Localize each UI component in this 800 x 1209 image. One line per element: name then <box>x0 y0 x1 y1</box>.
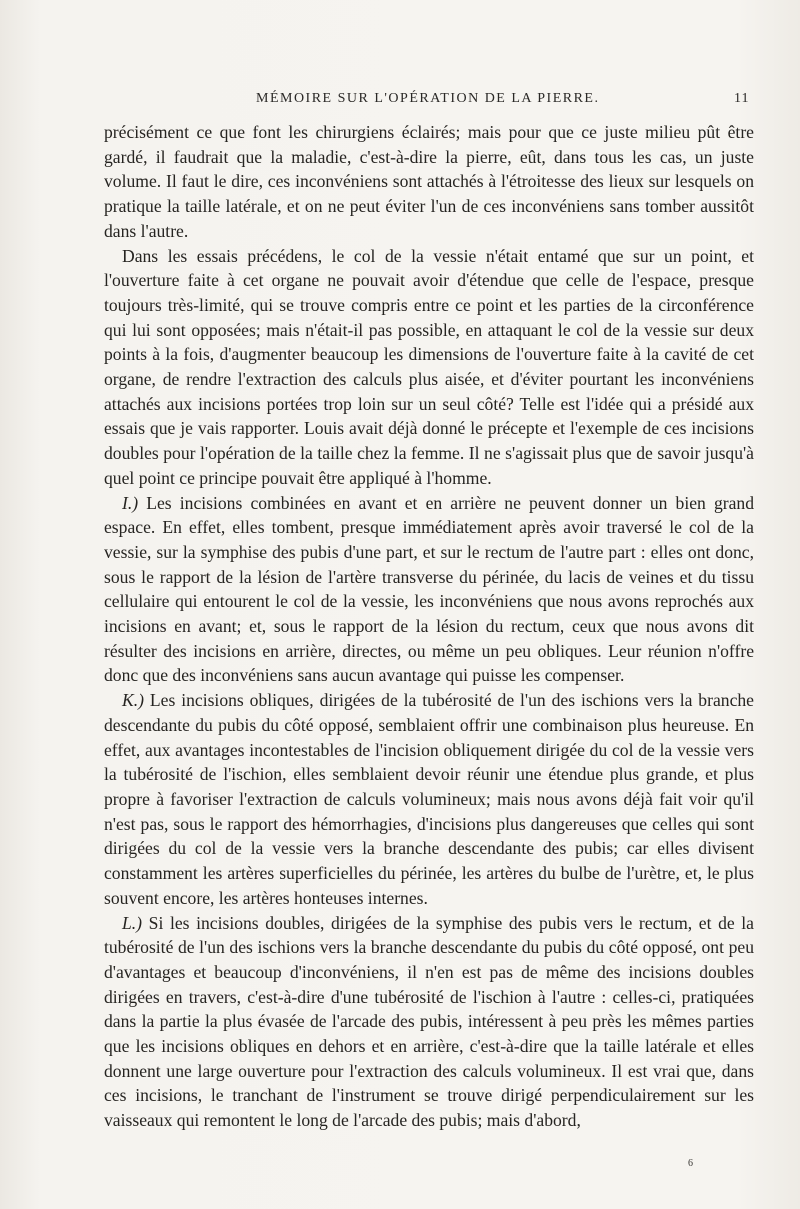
paragraph-text: Si les incisions doubles, dirigées de la symphise des pubis vers le rectum, et de la tubérosité de l'un des ischions vers la branche descendante du pubis du côté opposé, ont peu d'avantages et beaucoup d'inconvéniens, il n'en est pas de même des incisions doubles dirigées en travers, c'est-à-dire d'une tubérosité de l'ischion à l'autre : celles-ci, pratiquées dans la partie la plus évasée de l'arcade des pubis, intéressent à peu près les mêmes parties que les incisions obliques en dehors et en arrière, c'est-à-dire que la taille latérale et elles donnent une large ouverture pour l'extraction des calculs volumineux. Il est vrai que, dans ces incisions, le tranchant de l'instrument se trouve dirigé perpendiculairement sur les vaisseaux qui remontent le long de l'arcade des pubis; mais d'abord, <box>104 912 754 1131</box>
paragraph-text: Dans les essais précédens, le col de la vessie n'était entamé que sur un point, et l'ouverture faite à cet organe ne pouvait avoir d'étendue que celle de l'espace, presque toujours très-limité, qui se trouve compris entre ce point et les parties de la circonférence qui lui sont opposées; mais n'était-il pas possible, en attaquant le col de la vessie sur deux points à la fois, d'augmenter beaucoup les dimensions de l'ouverture faite à la cavité de cet organe, de rendre l'extraction des calculs plus aisée, et d'éviter pourtant les inconvéniens attachés aux incisions portées trop loin sur un seul côté? Telle est l'idée qui a présidé aux essais que je vais rapporter. Louis avait déjà donné le précepte et l'exemple de ces incisions doubles pour l'opération de la taille chez la femme. Il ne s'agissait plus que de savoir jusqu'à quel point ce principe pouvait être appliqué à l'homme. <box>104 245 754 488</box>
signature-mark: 6 <box>688 1158 693 1169</box>
paragraph-section-l <box>104 911 754 1133</box>
running-head <box>0 91 800 111</box>
paragraph-section-i <box>104 491 754 689</box>
paragraph-text: précisément ce que font les chirurgiens éclairés; mais pour que ce juste milieu pût être gardé, il faudrait que la maladie, c'est-à-dire la pierre, eût, dans tous les cas, un juste volume. Il faut le dire, ces inconvéniens sont attachés à l'étroitesse des lieux sur lesquels on pratique la taille latérale, et on ne peut éviter l'un de ces inconvéniens sans tomber aussitôt dans l'autre. <box>104 122 754 241</box>
paragraph-essais-precedens <box>104 244 754 491</box>
paragraph-text: Les incisions obliques, dirigées de la tubérosité de l'un des ischions vers la branche descendante du pubis du côté opposé, semblaient offrir une combinaison plus heureuse. En effet, aux avantages incontestables de l'incision obliquement dirigée du col de la vessie vers la tubérosité de l'ischion, elles semblaient devoir réunir une étendue plus grande, et plus propre à favoriser l'extraction de calculs volumineux; mais nous avons déjà fait voir qu'il n'est pas, sous le rapport des hémorrhagies, d'incisions plus dangereuses que celles qui sont dirigées du col de la vessie vers la branche descendante des pubis; car elles divisent constamment les artères superficielles du périnée, les artères du bulbe de l'urètre, et, le plus souvent encore, les artères honteuses internes. <box>104 690 754 908</box>
paragraph-continuation <box>104 120 754 244</box>
paragraph-section-k <box>104 688 754 910</box>
section-marker: L.) <box>122 912 143 933</box>
page-number: 11 <box>734 91 750 106</box>
section-marker: I.) <box>122 492 139 513</box>
body-text <box>104 120 754 1133</box>
paragraph-text: Les incisions combinées en avant et en arrière ne peuvent donner un bien grand espace. En effet, elles tombent, presque immédiatement après avoir traversé le col de la vessie, sur la symphise des pubis d'une part, et sur le rectum de l'autre part : elles ont donc, sous le rapport de la lésion de l'artère transverse du périnée, du lacis de veines et du tissu cellulaire qui entourent le col de la vessie, les inconvéniens que nous avons reprochés aux incisions en avant; et, sous le rapport de la lésion du rectum, ceux que nous avons dit résulter des incisions en arrière, directes, ou même un peu obliques. Leur réunion n'offre donc que des inconvéniens sans aucun avantage qui puisse les compenser. <box>104 492 754 686</box>
running-title: MÉMOIRE SUR L'OPÉRATION DE LA PIERRE. <box>256 91 600 106</box>
section-marker: K.) <box>122 690 144 711</box>
